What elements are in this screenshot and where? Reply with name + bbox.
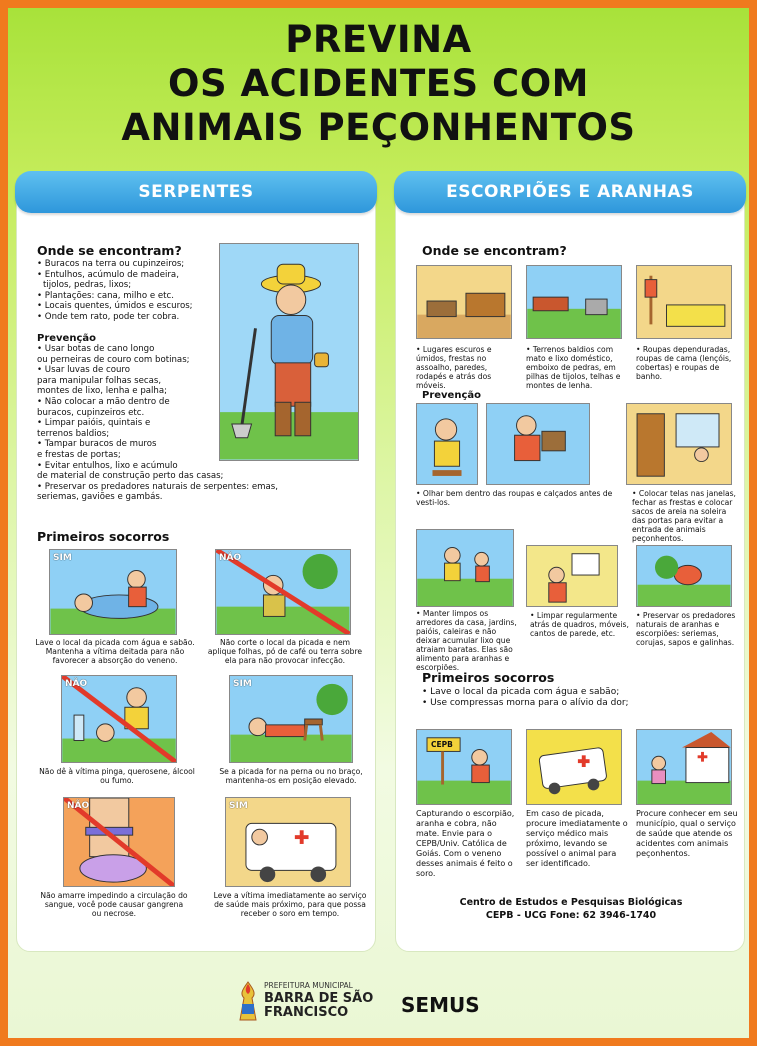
escorpioes-aid-title: Primeiros socorros: [422, 670, 555, 685]
prev-caption: • Olhar bem dentro das roupas e calçados antes de vesti-los.: [416, 489, 613, 507]
where-caption: • Lugares escuros e úmidos, frestas no assoalho, paredes, rodapés e atrás dos móveis.: [416, 345, 492, 390]
tag-yes: SIM: [233, 679, 252, 689]
municipality-crest-icon: [236, 980, 260, 1024]
aid-caption: Em caso de picada, procure imediatamente o serviço médico mais próximo, levando se possível o animal para ser identificado.: [526, 809, 628, 868]
prev-item: de material de construção perto das casas;: [37, 471, 224, 482]
serpentes-prev-title: Prevenção: [37, 333, 97, 344]
serpentes-where-title: Onde se encontram?: [37, 243, 182, 258]
logo-small-text: PREFEITURA MUNICIPAL: [264, 981, 353, 990]
where-picture-clothes: [636, 265, 732, 339]
prev-item: buracos, cupinzeiros etc.: [37, 407, 145, 418]
prev-item: ou perneiras de couro com botinas;: [37, 354, 190, 365]
cepb-sign: CEPB: [431, 740, 453, 749]
prev-item: • Usar botas de cano longo: [37, 344, 155, 354]
prev-picture-clean-yard: [416, 529, 514, 607]
prev-item: • Não colocar a mão dentro de: [37, 396, 170, 407]
farmer-illustration: [219, 243, 359, 461]
title-line-3: ANIMAIS PEÇONHENTOS: [121, 106, 636, 149]
poster: [8, 8, 749, 1038]
serpentes-header: SERPENTES: [15, 171, 377, 213]
logo-line-2: FRANCISCO: [264, 1005, 349, 1020]
aid-caption: Se a picada for na perna ou no braço, mantenha-os em posição elevado.: [219, 767, 363, 785]
prev-item: montes de lixo, lenha e palha;: [37, 386, 168, 397]
aid-item: • Lave o local da picada com água e sabão;: [422, 687, 620, 697]
aid-picture-elevate: [229, 675, 353, 763]
aid-caption: Procure conhecer em seu município, qual o serviço de saúde que atende os acidentes com animais peçonhentos.: [636, 809, 738, 858]
aid-picture-capture: [416, 729, 512, 805]
logo-line-1: BARRA DE SÃO: [264, 991, 374, 1006]
escorpioes-prev-title: Prevenção: [422, 390, 482, 401]
title-line-1: PREVINA: [285, 18, 472, 61]
aid-item: • Use compressas morna para o alívio da dor;: [422, 697, 629, 708]
serpentes-where-list: [37, 259, 217, 323]
aid-picture-health-service: [636, 729, 732, 805]
farmer-drawing: [220, 244, 358, 460]
aid-caption: Não corte o local da picada e nem aplique folhas, pó de café ou terra sobre ela para não provocar infecção.: [207, 638, 363, 665]
where-caption: • Terrenos baldios com mato e lixo doméstico, emboixo de pedras, em pilhas de tijolos, telhas e montes de lenha.: [526, 345, 621, 390]
prev-item: • Tampar buracos de muros: [37, 439, 157, 450]
serpentes-aid-title: Primeiros socorros: [37, 529, 170, 544]
cepb-name: Centro de Estudos e Pesquisas Biológicas: [459, 897, 683, 908]
aid-picture-no-drink: [61, 675, 177, 763]
aid-caption: Não dê à vítima pinga, querosene, álcool ou fumo.: [39, 767, 195, 785]
poster-title: [8, 18, 749, 150]
tag-no: NÃO: [65, 679, 88, 689]
aid-caption: Capturando o escorpião, aranha e cobra, não mate. Envie para o CEPB/Univ. Católica de Goiás. Com o veneno desses animais é feito o soro.: [416, 809, 515, 878]
prev-caption: • Colocar telas nas janelas, fechar as frestas e colocar sacos de areia na soleira das portas para evitar a entrada de animais peçonhentos.: [632, 489, 736, 543]
aid-picture-no-cut: [215, 549, 351, 635]
prev-item: seriemas, gaviões e gambás.: [37, 492, 163, 503]
prev-picture-screens: [626, 403, 732, 485]
prev-picture-predators: [636, 545, 732, 607]
where-item: tijolos, pedras, lixos;: [43, 280, 132, 291]
where-picture-empty-lots: [526, 265, 622, 339]
aid-caption: Lave o local da picada com água e sabão. Mantenha a vítima deitada para não favorecer a absorção do veneno.: [35, 638, 195, 665]
tag-no: NÃO: [67, 801, 90, 811]
prev-item: terrenos baldios;: [37, 428, 110, 439]
aid-caption: Leve a vítima imediatamente ao serviço de saúde mais próximo, para que possa receber o soro em tempo.: [213, 891, 367, 918]
aid-picture-ambulance: [225, 797, 351, 887]
where-caption: • Roupas dependuradas, roupas de cama (lençóis, cobertas) e roupas de banho.: [636, 345, 732, 381]
where-picture-dark-places: [416, 265, 512, 339]
prev-picture-clothes-check: [486, 403, 590, 485]
prev-item: • Preservar os predadores naturais de serpentes: emas,: [37, 481, 278, 492]
where-item: • Onde tem rato, pode ter cobra.: [37, 311, 180, 322]
prev-item: e frestas de portas;: [37, 449, 121, 460]
prev-item: • Usar luvas de couro: [37, 365, 130, 376]
aid-picture-wash: [49, 549, 177, 635]
aid-picture-no-tie: [63, 797, 175, 887]
aid-caption: Não amarre impedindo a circulação do sangue, você pode causar gangrena ou necrose.: [40, 891, 188, 918]
where-item: • Locais quentes, úmidos e escuros;: [37, 301, 193, 312]
tag-yes: SIM: [53, 553, 72, 563]
semus-label: SEMUS: [401, 993, 480, 1017]
prev-item: para manipular folhas secas,: [37, 375, 162, 386]
title-line-2: OS ACIDENTES COM: [168, 62, 589, 105]
prev-picture-clean-frames: [526, 545, 618, 607]
prev-caption: • Manter limpos os arredores da casa, jardins, paióis, caleiras e não deixar acumular lixo que atraiam baratas. Elas são alimento para aranhas e escorpiões.: [416, 609, 517, 672]
prev-item: • Limpar paióis, quintais e: [37, 418, 151, 429]
prev-caption: • Preservar os predadores naturais de aranhas e escorpiões: seriemas, corujas, sapos e galinhas.: [636, 611, 736, 647]
prev-picture-shake-shoes: [416, 403, 478, 485]
where-item: • Plantações: cana, milho e etc.: [37, 290, 174, 301]
tag-no: NÃO: [219, 553, 242, 563]
serpentes-panel: [16, 172, 376, 952]
cepb-phone: CEPB - UCG Fone: 62 3946-1740: [485, 910, 657, 921]
escorpioes-panel: [395, 172, 745, 952]
escorpioes-header: ESCORPIÕES E ARANHAS: [394, 171, 746, 213]
aid-picture-ambulance-call: [526, 729, 622, 805]
escorpioes-aid-list: [422, 687, 742, 708]
tag-yes: SIM: [229, 801, 248, 811]
where-item: • Buracos na terra ou cupinzeiros;: [37, 259, 185, 269]
escorpioes-where-title: Onde se encontram?: [422, 243, 567, 258]
municipality-logo: [236, 978, 376, 1028]
prev-caption: • Limpar regularmente atrás de quadros, móveis, cantos de parede, etc.: [530, 611, 629, 638]
prev-item: • Evitar entulhos, lixo e acúmulo: [37, 460, 178, 471]
where-item: • Entulhos, acúmulo de madeira,: [37, 269, 179, 280]
